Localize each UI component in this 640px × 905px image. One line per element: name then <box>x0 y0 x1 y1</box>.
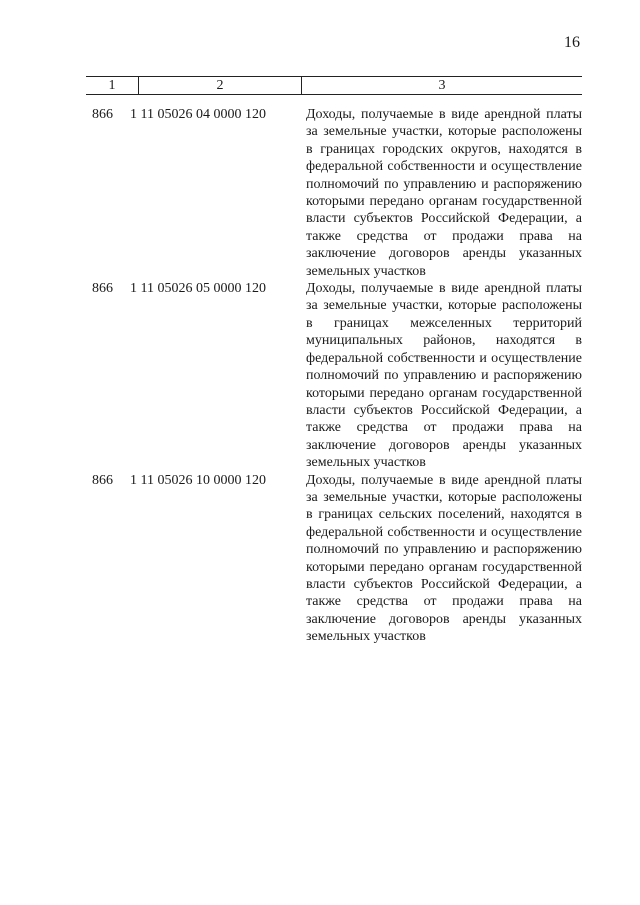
table-row <box>86 472 582 646</box>
admin-code-cell: 866 <box>92 281 113 297</box>
income-description-cell: Доходы, получаемые в виде арендной платы за земельные участки, которые расположены в границах городских округов, находятся в федеральной собственности и осуществление полномочий по управлению и распоряжению которыми передано органам государственной власти субъектов Российской Федерации, а также средства от продажи права на заключение договоров аренды указанных земельных участков <box>306 107 582 279</box>
table-header <box>86 76 582 95</box>
admin-code-cell: 866 <box>92 107 113 122</box>
income-description-cell: Доходы, получаемые в виде арендной платы за земельные участки, которые расположены в границах сельских поселений, находятся в федеральной собственности и осуществление полномочий по управлению и распоряжению которыми передано органам государственной власти субъектов Российской Федерации, а также средства от продажи права на заключение договоров аренды указанных земельных участков <box>306 472 582 645</box>
admin-code-cell: 866 <box>92 472 113 488</box>
column-header-1: 1 <box>86 77 139 94</box>
budget-code-cell: 1 11 05026 10 0000 120 <box>130 472 266 488</box>
budget-code-cell: 1 11 05026 04 0000 120 <box>130 107 266 122</box>
column-header-2: 2 <box>139 77 302 94</box>
budget-code-cell: 1 11 05026 05 0000 120 <box>130 281 266 297</box>
page-number: 16 <box>564 34 580 51</box>
income-description-cell: Доходы, получаемые в виде арендной платы за земельные участки, которые расположены в границах межселенных территорий муниципальных районов, находятся в федеральной собственности и осуществление полномочий по управлению и распоряжению которыми передано органам государственной власти субъектов Российской Федерации, а также средства от продажи права на заключение договоров аренды указанных земельных участков <box>306 281 582 471</box>
table-row <box>86 106 582 280</box>
table-row <box>86 280 582 471</box>
table-body <box>86 106 582 646</box>
column-header-3: 3 <box>438 78 446 93</box>
